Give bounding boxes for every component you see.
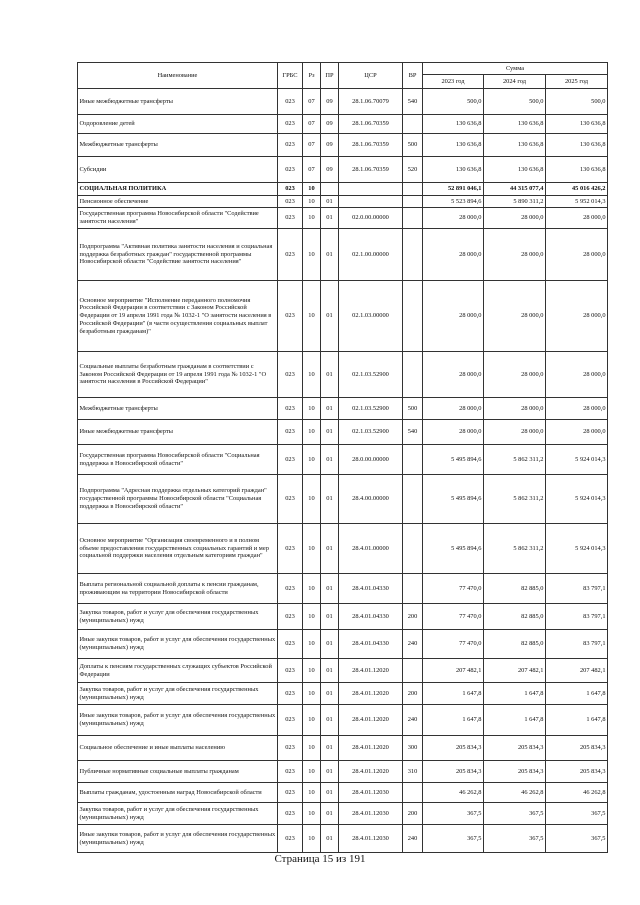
row-vr (403, 524, 423, 574)
row-pr: 01 (321, 281, 339, 352)
row-sum-2023: 5 523 894,6 (423, 196, 484, 208)
row-name: Иные закупки товаров, работ и услуг для обеспечения государственных (муниципальных) нужд (78, 630, 278, 659)
row-rz: 10 (303, 736, 321, 761)
row-rz: 10 (303, 524, 321, 574)
row-grbs: 023 (278, 208, 303, 229)
table-row (78, 445, 608, 475)
row-pr: 01 (321, 825, 339, 853)
row-vr (403, 352, 423, 398)
row-sum-2023: 28 000,0 (423, 420, 484, 445)
header-vr: ВР (403, 63, 423, 89)
row-sum-2024: 28 000,0 (484, 229, 546, 281)
page-number: Страница 15 из 191 (274, 853, 366, 865)
row-csr: 28.0.00.00000 (339, 445, 403, 475)
row-rz: 10 (303, 420, 321, 445)
row-grbs: 023 (278, 630, 303, 659)
row-csr: 28.1.06.70079 (339, 89, 403, 115)
header-year-2023: 2023 год (423, 75, 484, 89)
row-rz: 07 (303, 115, 321, 134)
table-row (78, 659, 608, 683)
row-csr: 28.1.06.70359 (339, 134, 403, 157)
row-sum-2025: 83 797,1 (546, 630, 608, 659)
row-sum-2023: 28 000,0 (423, 208, 484, 229)
row-grbs: 023 (278, 134, 303, 157)
row-pr: 01 (321, 445, 339, 475)
row-csr: 28.4.01.12020 (339, 736, 403, 761)
row-sum-2023: 77 470,0 (423, 574, 484, 604)
table-row (78, 196, 608, 208)
row-sum-2024: 500,0 (484, 89, 546, 115)
row-name: Иные межбюджетные трансферты (78, 420, 278, 445)
row-grbs: 023 (278, 229, 303, 281)
row-pr: 01 (321, 604, 339, 630)
row-csr: 28.4.01.12030 (339, 783, 403, 803)
row-rz: 10 (303, 825, 321, 853)
row-name: Оздоровление детей (78, 115, 278, 134)
row-name: Государственная программа Новосибирской области "Социальная поддержка в Новосибирской области" (78, 445, 278, 475)
row-vr (403, 115, 423, 134)
table-row (78, 524, 608, 574)
row-rz: 10 (303, 352, 321, 398)
row-pr: 01 (321, 736, 339, 761)
header-year-2024: 2024 год (484, 75, 546, 89)
row-sum-2024: 1 647,8 (484, 705, 546, 736)
header-year-2025: 2025 год (546, 75, 608, 89)
table-header (78, 63, 608, 89)
row-sum-2024: 5 890 311,2 (484, 196, 546, 208)
row-rz: 10 (303, 574, 321, 604)
row-sum-2023: 28 000,0 (423, 352, 484, 398)
row-vr: 200 (403, 803, 423, 825)
table-row (78, 604, 608, 630)
row-vr (403, 574, 423, 604)
row-csr: 28.4.00.00000 (339, 475, 403, 524)
row-name: Публичные нормативные социальные выплаты гражданам (78, 761, 278, 783)
row-grbs: 023 (278, 761, 303, 783)
row-vr (403, 445, 423, 475)
row-sum-2023: 207 482,1 (423, 659, 484, 683)
row-vr (403, 229, 423, 281)
row-csr: 28.4.01.12030 (339, 825, 403, 853)
row-grbs: 023 (278, 783, 303, 803)
table-row (78, 761, 608, 783)
row-pr: 01 (321, 196, 339, 208)
row-csr: 02.1.03.00000 (339, 281, 403, 352)
row-pr: 01 (321, 352, 339, 398)
row-pr: 01 (321, 630, 339, 659)
row-sum-2025: 5 952 014,3 (546, 196, 608, 208)
row-sum-2023: 367,5 (423, 803, 484, 825)
row-pr (321, 183, 339, 196)
row-sum-2025: 28 000,0 (546, 420, 608, 445)
row-name: Подпрограмма "Активная политика занятости населения и социальная поддержка безработных граждан" государственной программы Новосибирской области "Содействие занятости населения" (78, 229, 278, 281)
row-csr: 02.0.00.00000 (339, 208, 403, 229)
row-rz: 10 (303, 630, 321, 659)
row-sum-2025: 5 924 014,3 (546, 445, 608, 475)
row-csr: 28.4.01.12020 (339, 705, 403, 736)
row-sum-2023: 28 000,0 (423, 398, 484, 420)
table-row (78, 229, 608, 281)
row-sum-2024: 130 636,8 (484, 157, 546, 183)
row-pr: 01 (321, 229, 339, 281)
row-vr: 540 (403, 420, 423, 445)
row-sum-2024: 130 636,8 (484, 115, 546, 134)
row-csr: 28.4.01.04330 (339, 604, 403, 630)
table-row (78, 398, 608, 420)
row-pr: 01 (321, 659, 339, 683)
row-sum-2024: 82 885,0 (484, 604, 546, 630)
row-vr: 310 (403, 761, 423, 783)
row-pr: 09 (321, 89, 339, 115)
row-sum-2024: 28 000,0 (484, 208, 546, 229)
row-name: Закупка товаров, работ и услуг для обеспечения государственных (муниципальных) нужд (78, 604, 278, 630)
row-csr: 02.1.03.52900 (339, 420, 403, 445)
row-csr: 28.1.06.70359 (339, 115, 403, 134)
row-sum-2024: 205 834,3 (484, 736, 546, 761)
row-grbs: 023 (278, 445, 303, 475)
row-grbs: 023 (278, 736, 303, 761)
row-vr: 240 (403, 705, 423, 736)
row-sum-2023: 1 647,8 (423, 683, 484, 705)
row-csr: 28.4.01.12030 (339, 803, 403, 825)
row-sum-2025: 5 924 014,3 (546, 475, 608, 524)
row-rz: 10 (303, 445, 321, 475)
row-sum-2023: 77 470,0 (423, 630, 484, 659)
row-vr (403, 475, 423, 524)
row-sum-2025: 205 834,3 (546, 736, 608, 761)
row-grbs: 023 (278, 157, 303, 183)
row-csr: 02.1.03.52900 (339, 398, 403, 420)
row-vr: 240 (403, 825, 423, 853)
row-sum-2024: 367,5 (484, 825, 546, 853)
row-vr: 500 (403, 398, 423, 420)
row-name: Подпрограмма "Адресная поддержка отдельных категорий граждан" государственной программы Новосибирской области "Социальная поддержка в Новосибирской области" (78, 475, 278, 524)
row-sum-2023: 205 834,3 (423, 736, 484, 761)
row-rz: 10 (303, 803, 321, 825)
row-rz: 07 (303, 157, 321, 183)
row-sum-2023: 5 495 894,6 (423, 445, 484, 475)
row-vr: 240 (403, 630, 423, 659)
header-sum: Сумма (423, 63, 608, 75)
row-csr: 28.4.01.04330 (339, 630, 403, 659)
table-row (78, 157, 608, 183)
row-sum-2024: 28 000,0 (484, 398, 546, 420)
row-pr: 01 (321, 524, 339, 574)
row-csr: 28.4.01.12020 (339, 683, 403, 705)
row-csr: 28.4.01.12020 (339, 659, 403, 683)
row-name: Межбюджетные трансферты (78, 398, 278, 420)
budget-table (77, 62, 608, 853)
row-vr: 540 (403, 89, 423, 115)
row-sum-2024: 82 885,0 (484, 630, 546, 659)
row-sum-2024: 130 636,8 (484, 134, 546, 157)
row-sum-2024: 28 000,0 (484, 281, 546, 352)
row-name: Иные межбюджетные трансферты (78, 89, 278, 115)
row-grbs: 023 (278, 604, 303, 630)
row-vr (403, 183, 423, 196)
row-csr: 02.1.03.52900 (339, 352, 403, 398)
table-row (78, 475, 608, 524)
table-row (78, 574, 608, 604)
row-sum-2023: 205 834,3 (423, 761, 484, 783)
table-row (78, 281, 608, 352)
row-name: Социальные выплаты безработным гражданам в соответствии с Законом Российской Федерации от 19 апреля 1991 года № 1032-1 "О занятости населения в Российской Федерации" (78, 352, 278, 398)
row-name: Закупка товаров, работ и услуг для обеспечения государственных (муниципальных) нужд (78, 683, 278, 705)
row-name: Пенсионное обеспечение (78, 196, 278, 208)
row-pr: 01 (321, 420, 339, 445)
row-grbs: 023 (278, 196, 303, 208)
row-grbs: 023 (278, 89, 303, 115)
row-sum-2023: 77 470,0 (423, 604, 484, 630)
row-name: Иные закупки товаров, работ и услуг для обеспечения государственных (муниципальных) нужд (78, 705, 278, 736)
row-name: Субсидии (78, 157, 278, 183)
header-grbs: ГРБС (278, 63, 303, 89)
row-sum-2025: 367,5 (546, 825, 608, 853)
row-sum-2024: 5 862 311,2 (484, 445, 546, 475)
row-name: Социальное обеспечение и иные выплаты населению (78, 736, 278, 761)
row-sum-2025: 28 000,0 (546, 281, 608, 352)
row-sum-2024: 207 482,1 (484, 659, 546, 683)
row-sum-2024: 5 862 311,2 (484, 475, 546, 524)
table-row (78, 183, 608, 196)
row-sum-2025: 83 797,1 (546, 604, 608, 630)
row-csr (339, 196, 403, 208)
row-name: Иные закупки товаров, работ и услуг для обеспечения государственных (муниципальных) нужд (78, 825, 278, 853)
row-pr: 09 (321, 115, 339, 134)
row-pr: 01 (321, 475, 339, 524)
row-sum-2025: 46 262,8 (546, 783, 608, 803)
row-csr: 28.4.01.12020 (339, 761, 403, 783)
row-rz: 10 (303, 208, 321, 229)
row-rz: 10 (303, 475, 321, 524)
table-row (78, 630, 608, 659)
row-sum-2025: 207 482,1 (546, 659, 608, 683)
row-sum-2023: 28 000,0 (423, 229, 484, 281)
row-vr: 200 (403, 683, 423, 705)
table-row (78, 134, 608, 157)
row-name: Выплата региональной социальной доплаты к пенсии гражданам, проживающим на территории Новосибирской области (78, 574, 278, 604)
row-rz: 10 (303, 398, 321, 420)
row-sum-2024: 28 000,0 (484, 420, 546, 445)
header-pr: ПР (321, 63, 339, 89)
row-grbs: 023 (278, 398, 303, 420)
row-rz: 10 (303, 604, 321, 630)
row-sum-2023: 367,5 (423, 825, 484, 853)
header-name: Наименование (78, 63, 278, 89)
row-vr (403, 783, 423, 803)
table-row (78, 683, 608, 705)
row-rz: 10 (303, 183, 321, 196)
row-rz: 10 (303, 281, 321, 352)
row-sum-2023: 5 495 894,6 (423, 475, 484, 524)
row-sum-2025: 28 000,0 (546, 398, 608, 420)
table-row (78, 783, 608, 803)
row-sum-2023: 130 636,8 (423, 134, 484, 157)
row-sum-2023: 1 647,8 (423, 705, 484, 736)
table-body (78, 89, 608, 853)
row-rz: 10 (303, 659, 321, 683)
row-pr: 01 (321, 783, 339, 803)
table-row (78, 736, 608, 761)
row-vr (403, 196, 423, 208)
row-grbs: 023 (278, 659, 303, 683)
row-pr: 01 (321, 683, 339, 705)
row-pr: 01 (321, 803, 339, 825)
row-sum-2024: 82 885,0 (484, 574, 546, 604)
row-grbs: 023 (278, 183, 303, 196)
row-sum-2023: 130 636,8 (423, 157, 484, 183)
row-sum-2024: 28 000,0 (484, 352, 546, 398)
table-row (78, 803, 608, 825)
row-sum-2023: 28 000,0 (423, 281, 484, 352)
row-rz: 07 (303, 89, 321, 115)
row-rz: 07 (303, 134, 321, 157)
row-csr: 28.1.06.70359 (339, 157, 403, 183)
row-rz: 10 (303, 783, 321, 803)
row-grbs: 023 (278, 825, 303, 853)
row-pr: 01 (321, 208, 339, 229)
row-vr: 200 (403, 604, 423, 630)
row-sum-2025: 1 647,8 (546, 683, 608, 705)
row-sum-2025: 28 000,0 (546, 229, 608, 281)
table-row (78, 352, 608, 398)
row-name: СОЦИАЛЬНАЯ ПОЛИТИКА (78, 183, 278, 196)
row-rz: 10 (303, 683, 321, 705)
row-sum-2025: 500,0 (546, 89, 608, 115)
row-grbs: 023 (278, 420, 303, 445)
table-row (78, 825, 608, 853)
row-name: Межбюджетные трансферты (78, 134, 278, 157)
row-sum-2025: 130 636,8 (546, 157, 608, 183)
row-name: Доплаты к пенсиям государственных служащих субъектов Российской Федерации (78, 659, 278, 683)
row-vr (403, 659, 423, 683)
row-grbs: 023 (278, 352, 303, 398)
row-grbs: 023 (278, 705, 303, 736)
table-row (78, 89, 608, 115)
table-row (78, 705, 608, 736)
row-csr: 28.4.01.04330 (339, 574, 403, 604)
row-name: Выплаты гражданам, удостоенным наград Новосибирской области (78, 783, 278, 803)
row-sum-2024: 5 862 311,2 (484, 524, 546, 574)
row-sum-2024: 205 834,3 (484, 761, 546, 783)
row-name: Основное мероприятие "Организация своевременного и в полном объеме предоставления государственных социальных гарантий и мер социальной поддержки населения отдельным категориям граждан" (78, 524, 278, 574)
row-sum-2025: 130 636,8 (546, 115, 608, 134)
row-sum-2025: 5 924 014,3 (546, 524, 608, 574)
row-sum-2023: 500,0 (423, 89, 484, 115)
header-rz: Рз (303, 63, 321, 89)
row-grbs: 023 (278, 281, 303, 352)
row-pr: 01 (321, 705, 339, 736)
row-pr: 09 (321, 157, 339, 183)
row-rz: 10 (303, 705, 321, 736)
table-row (78, 420, 608, 445)
row-sum-2024: 46 262,8 (484, 783, 546, 803)
row-pr: 01 (321, 574, 339, 604)
row-grbs: 023 (278, 683, 303, 705)
row-csr: 28.4.01.00000 (339, 524, 403, 574)
row-pr: 01 (321, 398, 339, 420)
row-rz: 10 (303, 196, 321, 208)
row-vr (403, 281, 423, 352)
row-grbs: 023 (278, 803, 303, 825)
row-name: Основное мероприятие "Исполнение переданного полномочия Российской Федерации в соответствии с Законом Российской Федерации от 19 апреля 1991 года № 1032-1 "О занятости населения в Российской Федерации" (в части осуществления социальных выплат безработным гражданам)" (78, 281, 278, 352)
row-pr: 09 (321, 134, 339, 157)
row-grbs: 023 (278, 475, 303, 524)
row-sum-2025: 205 834,3 (546, 761, 608, 783)
row-sum-2025: 83 797,1 (546, 574, 608, 604)
row-sum-2023: 52 891 046,1 (423, 183, 484, 196)
row-grbs: 023 (278, 524, 303, 574)
row-rz: 10 (303, 229, 321, 281)
table-row (78, 115, 608, 134)
row-sum-2024: 1 647,8 (484, 683, 546, 705)
row-sum-2025: 28 000,0 (546, 352, 608, 398)
row-sum-2025: 28 000,0 (546, 208, 608, 229)
row-sum-2025: 1 647,8 (546, 705, 608, 736)
row-sum-2024: 44 315 077,4 (484, 183, 546, 196)
row-grbs: 023 (278, 115, 303, 134)
table-row (78, 208, 608, 229)
header-csr: ЦСР (339, 63, 403, 89)
row-vr: 520 (403, 157, 423, 183)
row-sum-2025: 130 636,8 (546, 134, 608, 157)
row-sum-2024: 367,5 (484, 803, 546, 825)
row-sum-2025: 45 016 426,2 (546, 183, 608, 196)
row-sum-2023: 130 636,8 (423, 115, 484, 134)
row-sum-2023: 46 262,8 (423, 783, 484, 803)
row-name: Закупка товаров, работ и услуг для обеспечения государственных (муниципальных) нужд (78, 803, 278, 825)
row-sum-2023: 5 495 894,6 (423, 524, 484, 574)
row-csr: 02.1.00.00000 (339, 229, 403, 281)
row-vr: 300 (403, 736, 423, 761)
row-rz: 10 (303, 761, 321, 783)
row-name: Государственная программа Новосибирской области "Содействие занятости населения" (78, 208, 278, 229)
row-vr (403, 208, 423, 229)
row-vr: 500 (403, 134, 423, 157)
row-pr: 01 (321, 761, 339, 783)
row-csr (339, 183, 403, 196)
row-grbs: 023 (278, 574, 303, 604)
row-sum-2025: 367,5 (546, 803, 608, 825)
